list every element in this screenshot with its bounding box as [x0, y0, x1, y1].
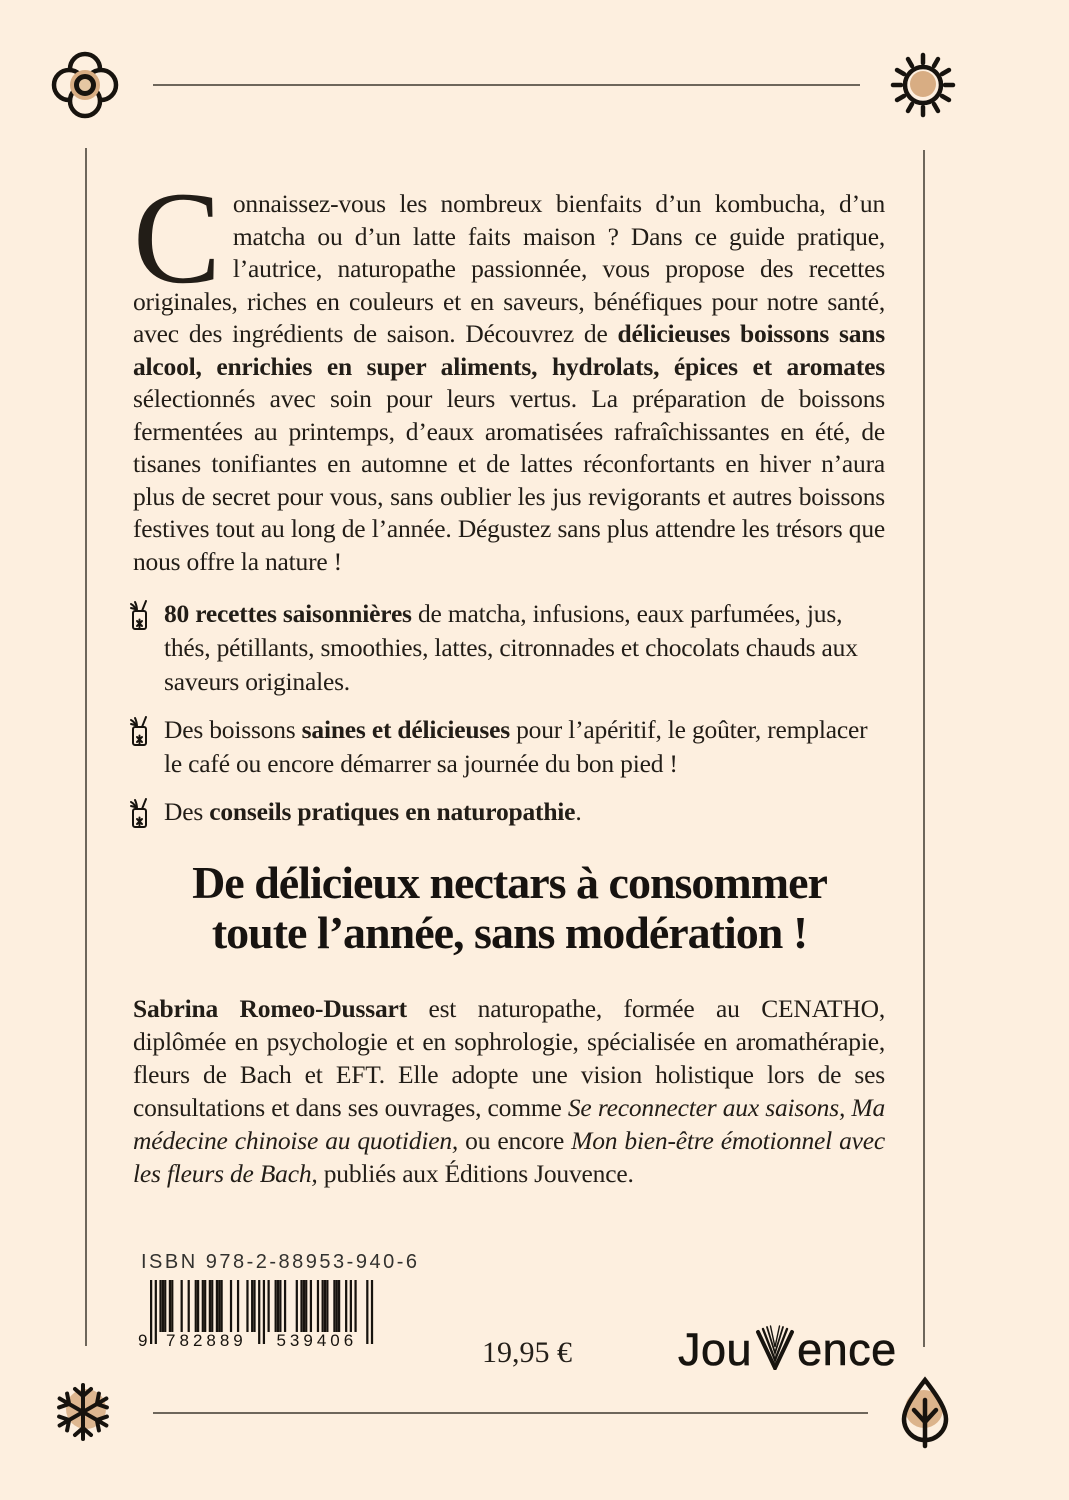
frame-line-right: [923, 150, 925, 1347]
frame-line-bottom: [153, 1412, 868, 1414]
bullet-text: 80 recettes saisonnières de matcha, infusions, eaux parfumées, jus, thés, pétillants, smoothies, lattes, citronnades et chocolats chauds aux saveurs originales.: [164, 599, 858, 696]
svg-text:782889: 782889: [166, 1331, 247, 1350]
tagline-line-2: toute l’année, sans modération !: [211, 907, 808, 958]
frame-line-top: [153, 84, 860, 86]
tagline-headline: [0, 858, 1019, 958]
flower-icon: [51, 51, 119, 119]
bullet-text: Des boissons saines et délicieuses pour l’apéritif, le goûter, remplacer le café ou encore démarrer sa journée du bon pied !: [164, 715, 868, 778]
frame-line-left: [85, 148, 87, 1346]
snowflake-icon: [49, 1378, 117, 1446]
feature-bullet: [128, 795, 886, 829]
feature-bullet: [128, 713, 886, 781]
bio-text: Sabrina Romeo-Dussart est naturopathe, formée au CENATHO, diplômée en psychologie et en sophrologie, spécialisée en aromathérapie, fleurs de Bach et EFT. Elle adopte une vision holistique lors de ses consultations et dans ses ouvrages, comme Se reconnecter aux saisons, Ma médecine chinoise au quotidien, ou encore Mon bien-être émotionnel avec les fleurs de Bach, publiés aux Éditions Jouvence.: [133, 994, 886, 1188]
price-label: 19,95 €: [482, 1336, 572, 1369]
svg-text:9: 9: [138, 1331, 152, 1350]
dropcap-letter: C: [133, 164, 221, 311]
author-bio: [133, 992, 885, 1190]
tagline-line-1: De délicieux nectars à consommer: [192, 857, 827, 908]
svg-text:539406: 539406: [276, 1331, 358, 1350]
intro-paragraph: [133, 164, 885, 578]
bullet-text: Des conseils pratiques en naturopathie.: [164, 797, 582, 826]
publisher-logo: [678, 1316, 897, 1376]
open-book-v-icon: [754, 1324, 796, 1370]
ean13-barcode: [136, 1280, 386, 1360]
intro-text: onnaissez-vous les nombreux bienfaits d’un kombucha, d’un matcha ou d’un latte faits maison ? Dans ce guide pratique, l’autrice, naturopathe passionnée, vous propose des recettes originales, riches en couleurs et en saveurs, bénéfiques pour notre santé, avec des ingrédients de saison. Découvrez de délicieuses boissons sans alcool, enrichies en super aliments, hydrolats, épices et aromates sélectionnés avec soin pour leurs vertus. La préparation de boissons fermentées au printemps, d’eaux aromatisées rafraîchissantes en été, de tisanes tonifiantes en automne et de lattes réconfortants en hiver n’aura plus de secret pour vous, sans oublier les jus revigorants et autres boissons festives tout au long de l’année. Dégustez sans plus attendre les trésors que nous offre la nature !: [133, 189, 885, 576]
leaf-icon: [891, 1372, 959, 1452]
feature-bullet-list: [128, 597, 886, 843]
drink-icon: [128, 600, 152, 632]
isbn-label: ISBN 978-2-88953-940-6: [141, 1251, 420, 1273]
drink-icon: [128, 716, 152, 748]
logo-text-post: ence: [797, 1324, 897, 1375]
logo-text-pre: Jou: [678, 1324, 753, 1375]
drink-icon: [128, 798, 152, 830]
sun-icon: [889, 51, 957, 119]
feature-bullet: [128, 597, 886, 699]
